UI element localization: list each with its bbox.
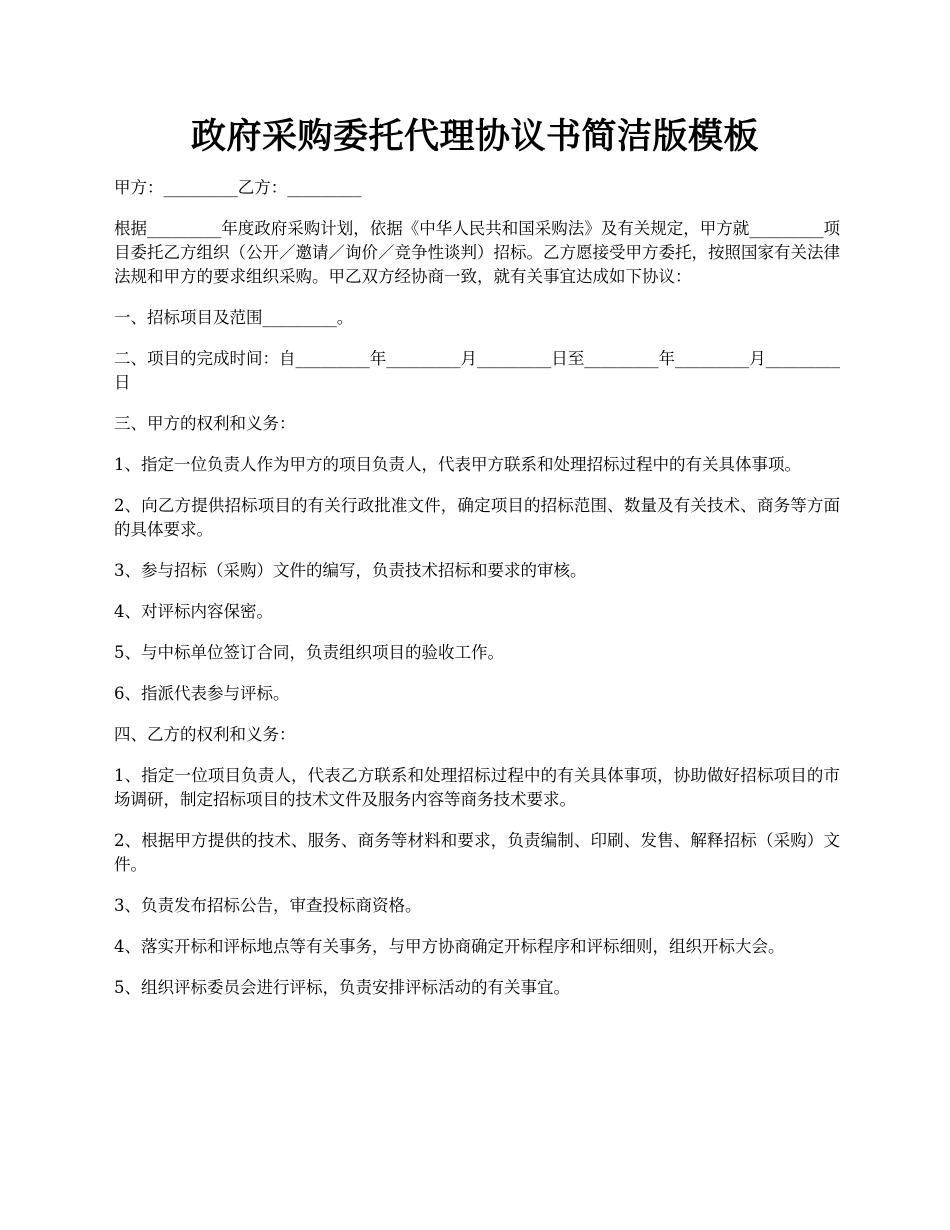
party-a-item-1: 1、指定一位负责人作为甲方的项目负责人，代表甲方联系和处理招标过程中的有关具体事项。 (114, 455, 801, 474)
party-a-item-4: 4、对评标内容保密。 (114, 602, 273, 621)
party-b-item-2: 2、根据甲方提供的技术、服务、商务等材料和要求，负责编制、印刷、发售、解释招标（采购）文件。 (114, 831, 840, 874)
party-b-item-4: 4、落实开标和评标地点等有关事务，与甲方协商确定开标程序和评标细则，组织开标大会。 (114, 937, 785, 956)
section-2-timeline: 二、项目的完成时间：自_________年_________月_________日至_________年_________月_________日 (114, 349, 840, 392)
document-title: 政府采购委托代理协议书简洁版模板 (190, 116, 759, 157)
party-b-item-3: 3、负责发布招标公告，审查投标商资格。 (114, 896, 422, 915)
preamble-paragraph: 根据_________年度政府采购计划，依据《中华人民共和国采购法》及有关规定，甲方就_________项目委托乙方组织（公开／邀请／询价／竞争性谈判）招标。乙方愿接受甲方委托，按照国家有关法律法规和甲方的要求组织采购。甲乙双方经协商一致，就有关事宜达成如下协议： (114, 219, 840, 286)
party-b-item-5: 5、组织评标委员会进行评标，负责安排评标活动的有关事宜。 (114, 978, 570, 997)
document-body (114, 176, 840, 1017)
party-a-item-6: 6、指派代表参与评标。 (114, 684, 290, 703)
party-line: 甲方：_________乙方：_________ (114, 178, 362, 197)
section-3-heading: 三、甲方的权利和义务： (114, 414, 296, 433)
party-a-item-2: 2、向乙方提供招标项目的有关行政批准文件，确定项目的招标范围、数量及有关技术、商务等方面的具体要求。 (114, 496, 840, 539)
party-a-item-3: 3、参与招标（采购）文件的编写，负责技术招标和要求的审核。 (114, 561, 587, 580)
section-4-heading: 四、乙方的权利和义务： (114, 725, 296, 744)
party-b-item-1: 1、指定一位项目负责人，代表乙方联系和处理招标过程中的有关具体事项，协助做好招标项目的市场调研，制定招标项目的技术文件及服务内容等商务技术要求。 (114, 766, 840, 809)
section-1-scope: 一、招标项目及范围_________。 (114, 308, 354, 327)
party-a-item-5: 5、与中标单位签订合同，负责组织项目的验收工作。 (114, 643, 504, 662)
